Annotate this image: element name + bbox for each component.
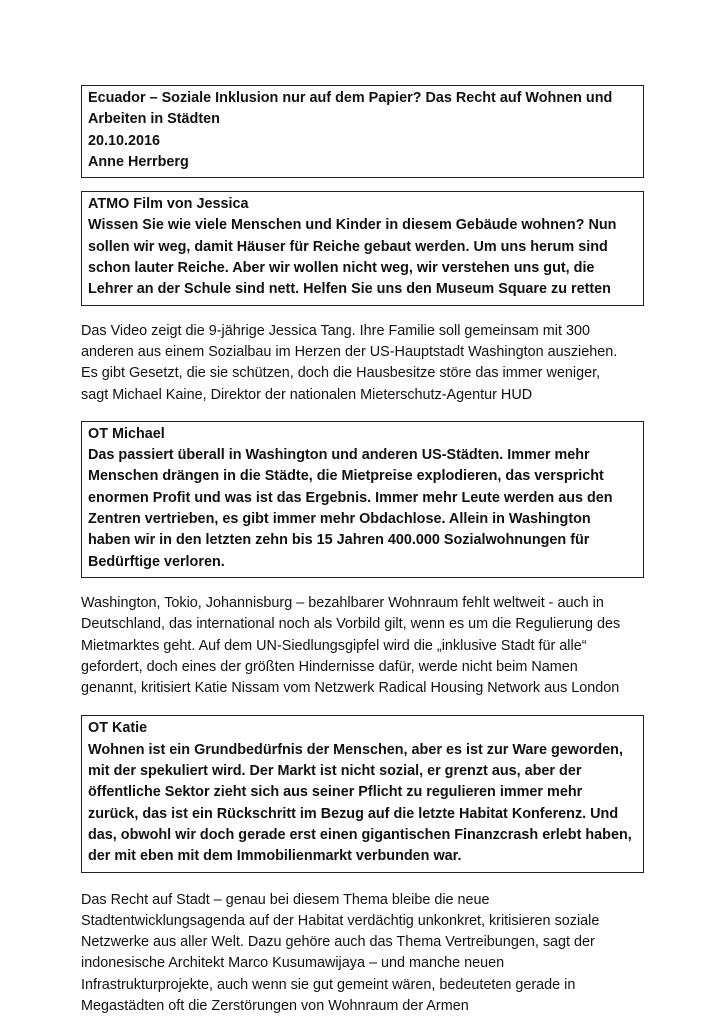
paragraph-line: Es gibt Gesetzt, die sie schützen, doch die Hausbesitze störe das immer weniger, [81, 365, 601, 382]
atmo-quote-line: Lehrer an der Schule sind nett. Helfen Sie uns den Museum Square zu retten [88, 281, 611, 298]
atmo-quote-line: Wissen Sie wie viele Menschen und Kinder in diesem Gebäude wohnen? Nun [88, 217, 617, 234]
atmo-label: ATMO Film von Jessica [88, 196, 249, 213]
paragraph-line: Deutschland, das international noch als Vorbild gilt, wenn es um die Regulierung des [81, 616, 621, 633]
ot-michael-quote-line: Zentren vertrieben, es gibt immer mehr Obdachlose. Allein in Washington [88, 511, 591, 528]
ot-katie-quote-line: der mit eben mit dem Immobilienmarkt verbunden war. [88, 848, 462, 865]
paragraph-line: genannt, kritisiert Katie Nissam vom Netzwerk Radical Housing Network aus London [81, 680, 620, 697]
ot-michael-quote-line: haben wir in den letzten zehn bis 15 Jahren 400.000 Sozialwohnungen für [88, 532, 590, 549]
ot-michael-quote-line: Bedürftige verloren. [88, 553, 225, 570]
paragraph-line: Das Recht auf Stadt – genau bei diesem Thema bleibe die neue [81, 891, 490, 908]
ot-katie-quote-line: öffentliche Sektor zieht sich aus seiner Pflicht zu regulieren immer mehr [88, 784, 583, 801]
paragraph-line: Das Video zeigt die 9-jährige Jessica Tang. Ihre Familie soll gemeinsam mit 300 [81, 322, 590, 339]
ot-katie-quote-line: Wohnen ist ein Grundbedürfnis der Menschen, aber es ist zur Ware geworden, [88, 741, 623, 758]
paragraph-line: Netzwerke aus aller Welt. Dazu gehöre auch das Thema Vertreibungen, sagt der [81, 934, 595, 951]
document-title-line-1: Ecuador – Soziale Inklusion nur auf dem Papier? Das Recht auf Wohnen und [88, 90, 613, 106]
document-title-line-2: Arbeiten in Städten [88, 111, 220, 128]
ot-michael-quote-box [81, 421, 644, 578]
document-date: 20.10.2016 [88, 132, 161, 149]
ot-michael-quote-line: enormen Profit und was ist das Ergebnis. Immer mehr Leute werden aus den [88, 489, 613, 506]
ot-michael-quote-line: Menschen drängen in die Städte, die Mietpreise explodieren, das verspricht [88, 468, 604, 485]
document-author: Anne Herrberg [88, 153, 189, 170]
paragraph-line: Washington, Tokio, Johannisburg – bezahlbarer Wohnraum fehlt weltweit - auch in [81, 594, 604, 611]
paragraph-line: Infrastrukturprojekte, auch wenn sie gut gemeint wären, bedeuteten gerade in [81, 976, 576, 993]
document-page [81, 85, 644, 1029]
ot-michael-quote-line: Das passiert überall in Washington und anderen US-Städten. Immer mehr [88, 447, 590, 464]
paragraph-line: sagt Michael Kaine, Direktor der nationalen Mieterschutz-Agentur HUD [81, 386, 533, 403]
paragraph-line: indonesische Architekt Marco Kusumawijaya – und manche neuen [81, 955, 505, 972]
atmo-quote-line: sollen wir weg, damit Häuser für Reiche gebaut werden. Um uns herum sind [88, 238, 608, 255]
atmo-quote-line: schon lauter Reiche. Aber wir wollen nicht weg, wir verstehen uns gut, die [88, 260, 595, 277]
ot-katie-quote-line: mit der spekuliert wird. Der Markt ist nicht sozial, er grenzt aus, aber der [88, 763, 582, 780]
body-paragraph-3 [81, 890, 644, 1018]
paragraph-line: Stadtentwicklungsagenda auf der Habitat verdächtig unkonkret, kritisieren soziale [81, 912, 600, 929]
paragraph-line: Mietmarktes geht. Auf dem UN-Siedlungsgipfel wird die „inklusive Stadt für alle“ [81, 637, 587, 654]
atmo-quote-box [81, 191, 644, 305]
paragraph-line: Megastädten oft die Zerstörungen von Wohnraum der Armen [81, 997, 469, 1014]
paragraph-line: anderen aus einem Sozialbau im Herzen der US-Hauptstadt Washington ausziehen. [81, 343, 618, 360]
paragraph-line: gefordert, doch eines der größten Hindernisse dafür, werde nicht beim Namen [81, 658, 578, 675]
ot-michael-label: OT Michael [88, 425, 165, 442]
body-paragraph-2 [81, 593, 644, 699]
ot-katie-label: OT Katie [88, 720, 148, 737]
header-box [81, 85, 644, 178]
ot-katie-quote-box [81, 715, 644, 872]
body-paragraph-1 [81, 321, 644, 406]
ot-katie-quote-line: das, obwohl wir doch gerade erst einen gigantischen Finanzcrash erlebt haben, [88, 826, 632, 843]
ot-katie-quote-line: zurück, das ist ein Rückschritt im Bezug auf die letzte Habitat Konferenz. Und [88, 805, 619, 822]
